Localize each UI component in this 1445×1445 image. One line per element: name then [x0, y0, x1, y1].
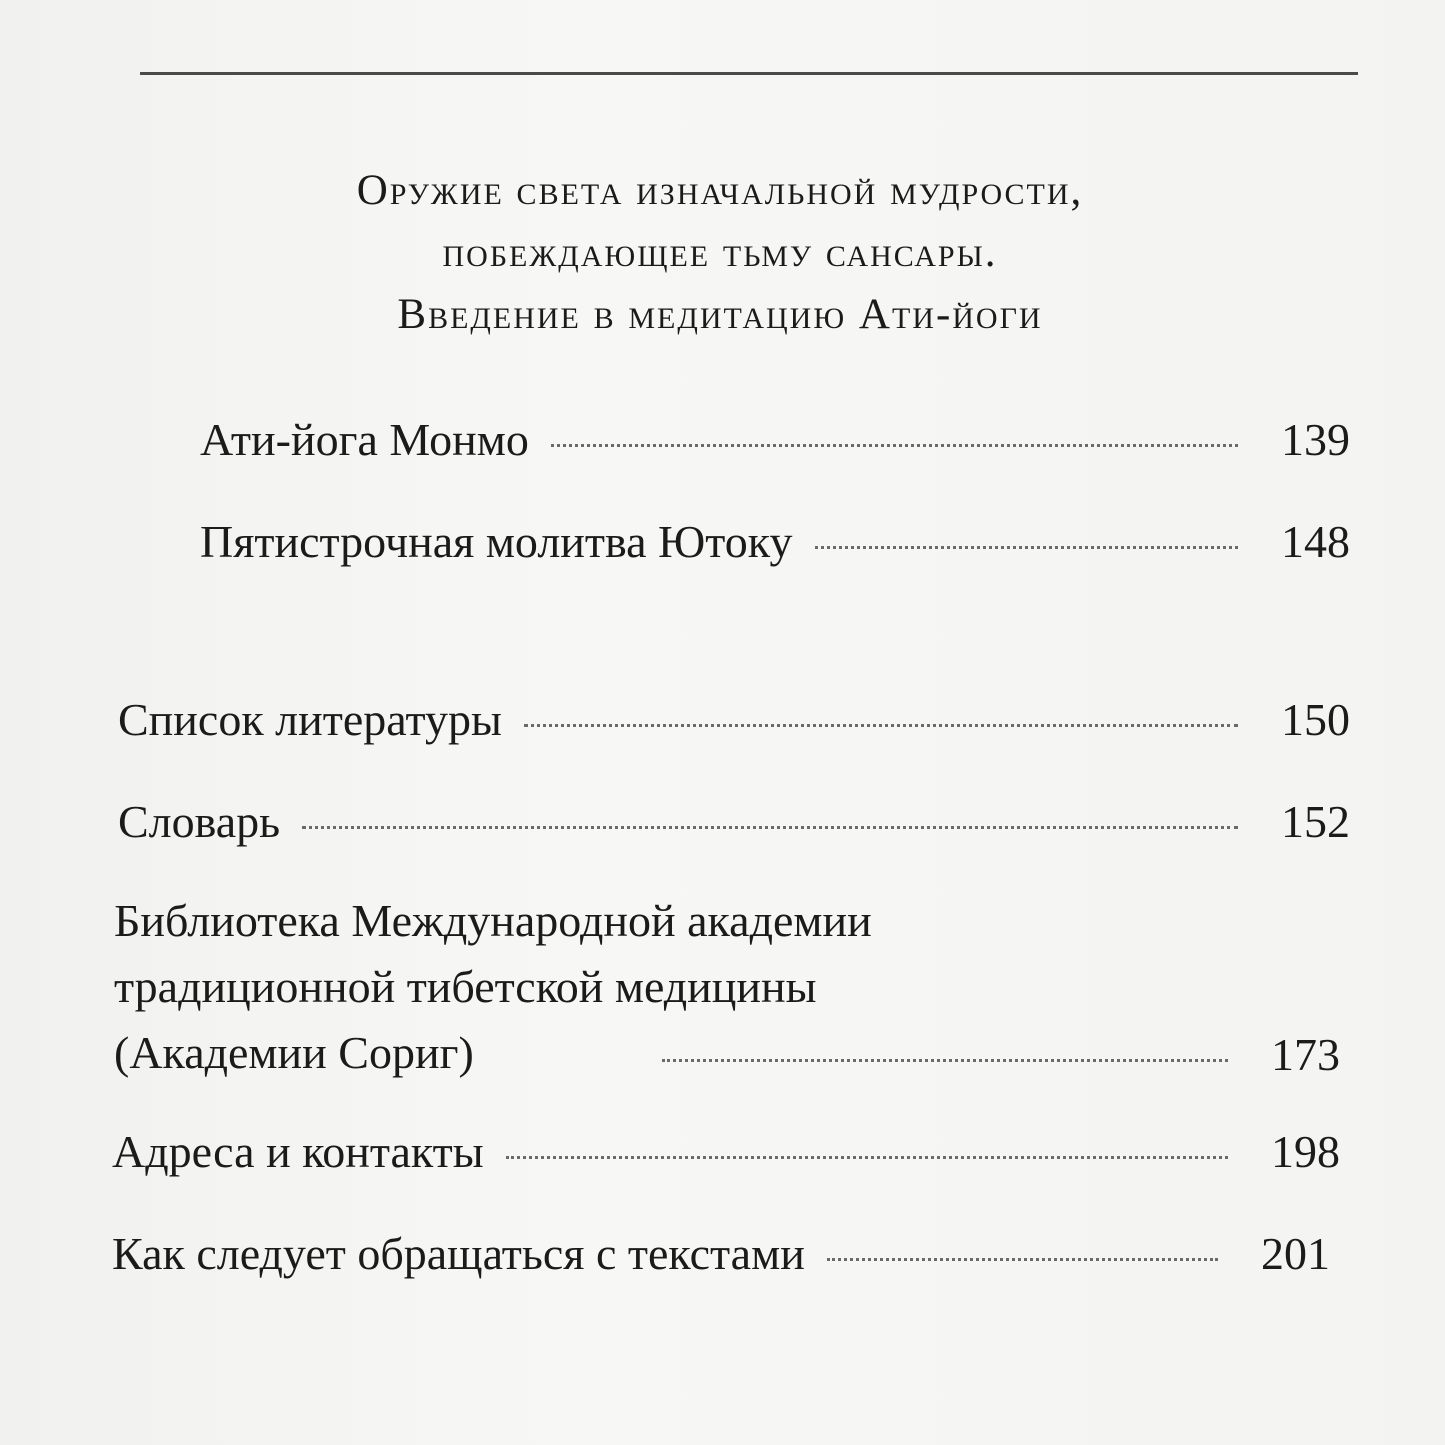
- toc-subentry-title: Ати-йога Монмо: [200, 414, 529, 465]
- section-heading-line: побеждающее тьму сансары.: [442, 229, 998, 276]
- toc-entry-title: Список литературы: [118, 694, 502, 745]
- toc-page-number: 139: [1281, 414, 1350, 465]
- toc-subentry-title: Пятистрочная молитва Ютоку: [200, 516, 793, 567]
- toc-entry-title-line: (Академии Сориг): [114, 1027, 474, 1078]
- toc-entry-title: Адреса и контакты: [112, 1126, 484, 1177]
- dot-leader: [662, 1058, 1228, 1062]
- toc-entry-tail: [640, 1025, 1340, 1085]
- toc-page-number: 173: [1271, 1029, 1340, 1080]
- section-heading: [100, 160, 1340, 346]
- toc-page-number: 148: [1281, 516, 1350, 567]
- toc-subentry[interactable]: [200, 410, 1350, 470]
- dot-leader: [815, 545, 1239, 549]
- toc-page-number: 150: [1281, 694, 1350, 745]
- toc-entry[interactable]: [118, 690, 1350, 750]
- header-rule: [140, 72, 1358, 75]
- toc-entry-title: Словарь: [118, 796, 281, 847]
- dot-leader: [302, 825, 1238, 829]
- toc-page-number: 201: [1261, 1228, 1330, 1279]
- toc-entry[interactable]: [112, 1224, 1330, 1284]
- toc-page-number: 152: [1281, 796, 1350, 847]
- toc-entry-title-line: Библиотека Международной академии: [114, 895, 872, 946]
- toc-entry-title: Как следует обращаться с текстами: [112, 1228, 805, 1279]
- toc-page-number: 198: [1271, 1126, 1340, 1177]
- section-heading-line: Оружие света изначальной мудрости,: [356, 167, 1084, 214]
- section-heading-line: Введение в медитацию Ати-йоги: [397, 291, 1043, 338]
- toc-subentry[interactable]: [200, 512, 1350, 572]
- toc-entry[interactable]: [118, 792, 1350, 852]
- dot-leader: [506, 1155, 1228, 1159]
- dot-leader: [827, 1257, 1218, 1261]
- toc-entry-title-line: традиционной тибетской медицины: [114, 961, 817, 1012]
- dot-leader: [551, 443, 1238, 447]
- toc-entry[interactable]: [112, 1122, 1340, 1182]
- dot-leader: [524, 723, 1238, 727]
